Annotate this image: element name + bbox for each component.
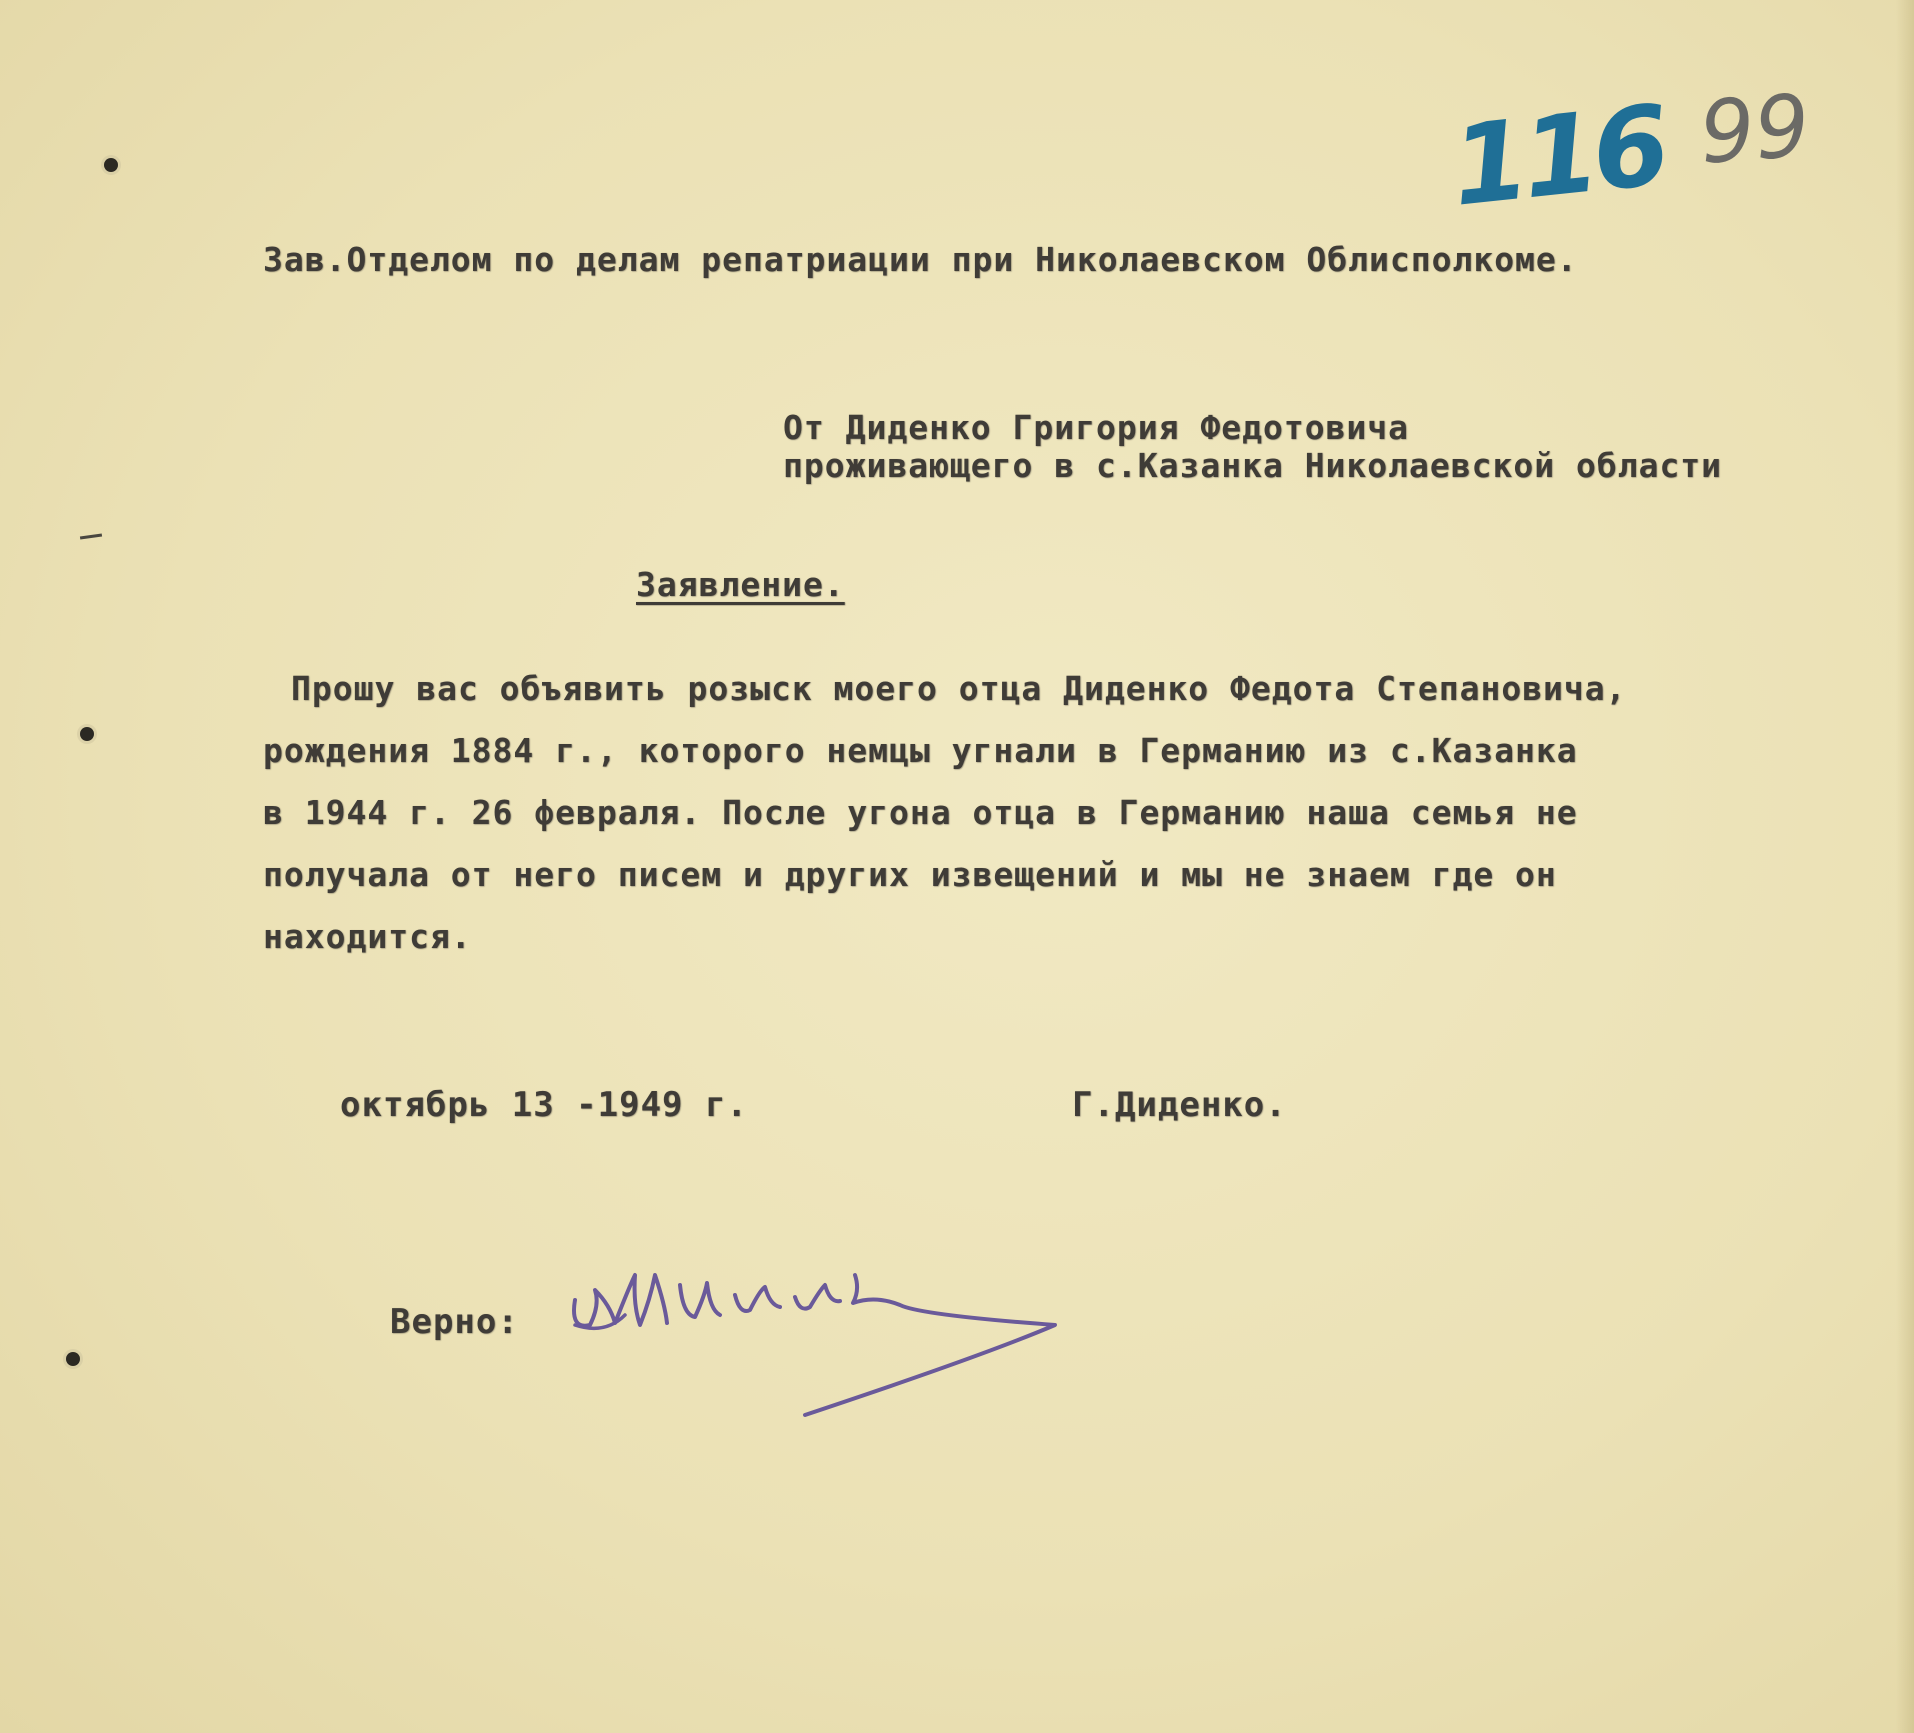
punch-hole-middle xyxy=(80,727,94,741)
archive-number-grey: 99 xyxy=(1696,76,1813,184)
body-line: получала от него писем и других извещений и мы не знаем где он xyxy=(263,855,1557,894)
typed-signature: Г.Диденко. xyxy=(1072,1085,1287,1125)
punch-hole-bottom xyxy=(66,1352,80,1366)
recipient-line: Зав.Отделом по делам репатриации при Николаевском Облисполкоме. xyxy=(263,240,1578,279)
body-line: находится. xyxy=(263,917,472,956)
body-line: рождения 1884 г., которого немцы угнали в Германию из с.Казанка xyxy=(263,731,1578,770)
body-line: Прошу вас объявить розыск моего отца Диденко Федота Степановича, xyxy=(291,669,1627,708)
margin-mark xyxy=(80,533,102,539)
document-date: октябрь 13 -1949 г. xyxy=(340,1085,748,1125)
handwritten-signature xyxy=(555,1245,1075,1445)
body-line: в 1944 г. 26 февраля. После угона отца в Германию наша семья не xyxy=(263,793,1578,832)
punch-hole-top xyxy=(104,158,118,172)
sender-address: проживающего в с.Казанка Николаевской области xyxy=(783,446,1723,485)
sender-name: От Диденко Григория Федотовича xyxy=(783,408,1410,447)
archive-number-blue: 116 xyxy=(1445,81,1670,231)
document-title: Заявление. xyxy=(636,565,845,604)
statement-body xyxy=(263,658,1823,968)
paper-edge xyxy=(1896,0,1914,1733)
verno-label: Верно: xyxy=(390,1302,519,1342)
